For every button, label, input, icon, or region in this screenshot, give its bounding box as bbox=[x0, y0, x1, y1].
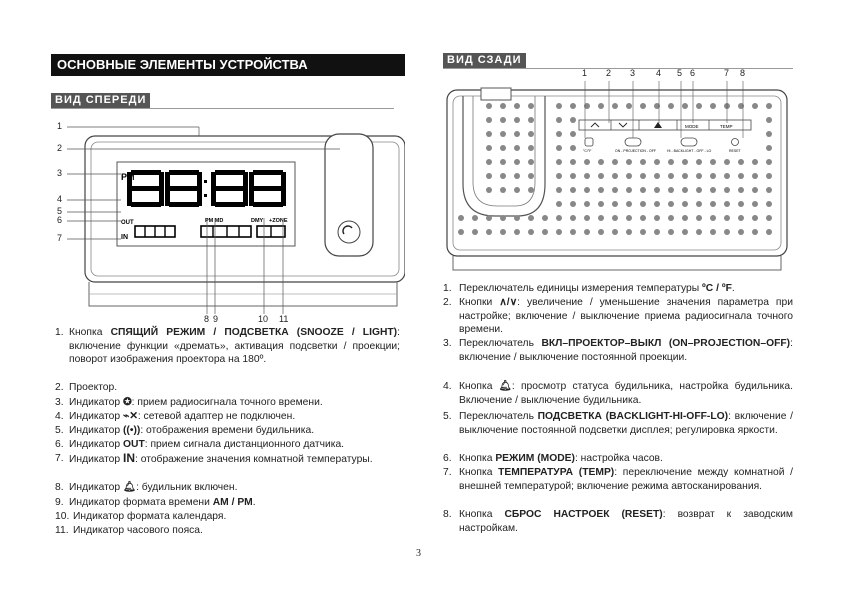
vent-hole bbox=[752, 215, 758, 221]
left-item-9: 9. Индикатор формата времени AM / PM. bbox=[55, 497, 256, 508]
vent-hole bbox=[570, 215, 576, 221]
vent-hole bbox=[710, 103, 716, 109]
vent-hole bbox=[654, 187, 660, 193]
vent-hole bbox=[696, 201, 702, 207]
vent-hole bbox=[640, 201, 646, 207]
right-item-1: 1. Переключатель единицы измерения температуры ºC / ºF. bbox=[443, 283, 735, 294]
left-item-5: 5. Индикатор ((•)): отображения времени будильника. bbox=[55, 425, 315, 436]
vent-hole bbox=[696, 103, 702, 109]
front-view-title: ВИД СПЕРЕДИ bbox=[51, 93, 150, 108]
vent-hole bbox=[598, 173, 604, 179]
callout-10: 10 bbox=[258, 314, 269, 324]
vent-hole bbox=[570, 103, 576, 109]
lcd-pmmd-label: PM MD bbox=[205, 218, 224, 224]
vent-hole bbox=[500, 145, 506, 151]
vent-hole bbox=[654, 215, 660, 221]
vent-hole bbox=[486, 229, 492, 235]
vent-hole bbox=[766, 229, 772, 235]
back-view-title: ВИД СЗАДИ bbox=[443, 53, 526, 68]
vent-hole bbox=[640, 159, 646, 165]
vent-hole bbox=[556, 131, 562, 137]
vent-hole bbox=[752, 229, 758, 235]
left-item-3: 3. Индикатор ✪: прием радиосигнала точного времени. bbox=[55, 397, 323, 408]
right-item-6: 6. Кнопка РЕЖИМ (MODE): настройка часов. bbox=[443, 453, 663, 464]
vent-hole bbox=[668, 215, 674, 221]
callout-2: 2 bbox=[57, 143, 63, 153]
vent-hole bbox=[752, 173, 758, 179]
panel-temp-label: TEMP bbox=[720, 124, 733, 129]
vent-hole bbox=[738, 187, 744, 193]
vent-hole bbox=[612, 173, 618, 179]
vent-hole bbox=[486, 159, 492, 165]
vent-hole bbox=[640, 215, 646, 221]
vent-hole bbox=[710, 159, 716, 165]
back-callout-2: 2 bbox=[606, 68, 612, 78]
vent-hole bbox=[654, 159, 660, 165]
callout-5: 5 bbox=[57, 206, 63, 216]
vent-hole bbox=[528, 145, 534, 151]
vent-hole bbox=[528, 159, 534, 165]
vent-hole bbox=[696, 159, 702, 165]
vent-hole bbox=[598, 159, 604, 165]
vent-hole bbox=[598, 215, 604, 221]
vent-hole bbox=[738, 229, 744, 235]
vent-hole bbox=[570, 201, 576, 207]
vent-hole bbox=[570, 117, 576, 123]
vent-hole bbox=[640, 187, 646, 193]
left-item-7: 7. Индикатор IN: отображение значения комнатной температуры. bbox=[55, 451, 373, 465]
vent-hole bbox=[738, 201, 744, 207]
vent-hole bbox=[612, 159, 618, 165]
vent-hole bbox=[724, 229, 730, 235]
front-device-illustration bbox=[55, 118, 405, 318]
vent-hole bbox=[766, 201, 772, 207]
alarm-bell-icon: 🔔︎ bbox=[498, 381, 512, 392]
vent-hole bbox=[458, 215, 464, 221]
vent-hole bbox=[766, 187, 772, 193]
vent-hole bbox=[766, 131, 772, 137]
vent-hole bbox=[682, 103, 688, 109]
vent-hole bbox=[682, 215, 688, 221]
vent-hole bbox=[500, 117, 506, 123]
vent-hole bbox=[626, 103, 632, 109]
right-item-7: 7. Кнопка ТЕМПЕРАТУРА (TEMP): переключение между комнатной / внешней температурой; включение режима автосканирования. bbox=[443, 467, 794, 492]
alarm-time-icon: ((•)) bbox=[123, 425, 141, 436]
page-number: 3 bbox=[416, 548, 421, 559]
vent-hole bbox=[752, 201, 758, 207]
vent-hole bbox=[528, 215, 534, 221]
vent-hole bbox=[584, 229, 590, 235]
vent-hole bbox=[724, 201, 730, 207]
vent-hole bbox=[598, 103, 604, 109]
vent-hole bbox=[556, 229, 562, 235]
vent-hole bbox=[612, 103, 618, 109]
back-callout-3: 3 bbox=[630, 68, 636, 78]
vent-hole bbox=[556, 201, 562, 207]
back-callout-4: 4 bbox=[656, 68, 662, 78]
vent-hole bbox=[654, 229, 660, 235]
vent-hole bbox=[668, 159, 674, 165]
vent-hole bbox=[668, 187, 674, 193]
back-device-svg bbox=[445, 66, 795, 276]
panel-backlight-label: HI - BACKLIGHT - OFF - LO bbox=[667, 149, 712, 153]
vent-hole bbox=[500, 103, 506, 109]
vent-hole bbox=[626, 229, 632, 235]
right-item-5: 5. Переключатель ПОДСВЕТКА (BACKLIGHT-HI-OFF-LO): включение / выключение постоянной подсветки дисплея; регулировка яркости. bbox=[443, 411, 793, 436]
back-callout-7: 7 bbox=[724, 68, 730, 78]
vent-hole bbox=[570, 159, 576, 165]
vent-hole bbox=[710, 187, 716, 193]
back-callout-1: 1 bbox=[582, 68, 588, 78]
vent-hole bbox=[724, 173, 730, 179]
vent-hole bbox=[668, 201, 674, 207]
vent-hole bbox=[626, 173, 632, 179]
vent-hole bbox=[486, 215, 492, 221]
vent-hole bbox=[486, 117, 492, 123]
vent-hole bbox=[500, 215, 506, 221]
vent-hole bbox=[710, 229, 716, 235]
vent-hole bbox=[514, 229, 520, 235]
panel-projection-label: ON - PROJECTION - OFF bbox=[615, 149, 657, 153]
vent-hole bbox=[486, 173, 492, 179]
vent-hole bbox=[500, 229, 506, 235]
vent-hole bbox=[766, 145, 772, 151]
vent-hole bbox=[696, 229, 702, 235]
back-callout-6: 6 bbox=[690, 68, 696, 78]
indoor-temp-icon: IN bbox=[123, 451, 135, 465]
left-item-6: 6. Индикатор OUT: прием сигнала дистанционного датчика. bbox=[55, 439, 345, 450]
lcd-dmy-label: DMY bbox=[251, 218, 264, 224]
vent-hole bbox=[528, 229, 534, 235]
back-callout-8: 8 bbox=[740, 68, 746, 78]
vent-hole bbox=[486, 187, 492, 193]
callout-11: 11 bbox=[279, 314, 289, 324]
lcd-out-label: OUT bbox=[121, 220, 134, 226]
vent-hole bbox=[724, 159, 730, 165]
vent-hole bbox=[640, 173, 646, 179]
vent-hole bbox=[766, 117, 772, 123]
vent-hole bbox=[626, 215, 632, 221]
vent-hole bbox=[486, 131, 492, 137]
vent-hole bbox=[654, 173, 660, 179]
vent-hole bbox=[570, 173, 576, 179]
panel-reset-label: RESET bbox=[729, 149, 741, 153]
vent-hole bbox=[598, 187, 604, 193]
vent-hole bbox=[724, 215, 730, 221]
vent-hole bbox=[696, 173, 702, 179]
bell-icon: 🔔︎ bbox=[123, 482, 137, 493]
panel-cf-label: °C/°F bbox=[583, 149, 592, 153]
vent-hole bbox=[528, 103, 534, 109]
vent-hole bbox=[668, 103, 674, 109]
vent-hole bbox=[640, 229, 646, 235]
vent-hole bbox=[766, 103, 772, 109]
vent-hole bbox=[514, 145, 520, 151]
callout-8: 8 bbox=[204, 314, 210, 324]
left-item-11: 11. Индикатор часового пояса. bbox=[55, 525, 203, 536]
vent-hole bbox=[556, 117, 562, 123]
right-item-2: 2. Кнопки ∧/∨: увеличение / уменьшение значения параметра при настройке; включение / выключение приема радиосигнала точного времени. bbox=[443, 297, 793, 336]
callout-4: 4 bbox=[57, 194, 63, 204]
vent-hole bbox=[626, 187, 632, 193]
vent-hole bbox=[500, 173, 506, 179]
vent-hole bbox=[598, 201, 604, 207]
vent-hole bbox=[710, 173, 716, 179]
vent-hole bbox=[612, 215, 618, 221]
left-item-10: 10. Индикатор формата календаря. bbox=[55, 511, 227, 522]
right-item-4: 4. Кнопка 🔔︎: просмотр статуса будильника, настройка будильника. Включение / выключение будильника. bbox=[443, 381, 794, 406]
vent-hole bbox=[542, 229, 548, 235]
vent-hole bbox=[766, 159, 772, 165]
vent-hole bbox=[682, 159, 688, 165]
vent-hole bbox=[556, 187, 562, 193]
vent-hole bbox=[752, 159, 758, 165]
vent-hole bbox=[682, 173, 688, 179]
right-item-8: 8. Кнопка СБРОС НАСТРОЕК (RESET): возврат к заводским настройкам. bbox=[443, 509, 793, 534]
left-item-8: 8. Индикатор 🔔︎: будильник включен. bbox=[55, 482, 238, 493]
vent-hole bbox=[528, 173, 534, 179]
vent-hole bbox=[556, 159, 562, 165]
radio-signal-icon: ✪ bbox=[123, 397, 132, 408]
vent-hole bbox=[654, 201, 660, 207]
vent-hole bbox=[570, 131, 576, 137]
vent-hole bbox=[486, 145, 492, 151]
vent-hole bbox=[514, 103, 520, 109]
section-title: ОСНОВНЫЕ ЭЛЕМЕНТЫ УСТРОЙСТВА bbox=[51, 54, 405, 76]
vent-hole bbox=[612, 229, 618, 235]
vent-hole bbox=[500, 187, 506, 193]
vent-hole bbox=[598, 229, 604, 235]
vent-hole bbox=[612, 201, 618, 207]
front-device-svg bbox=[55, 118, 405, 318]
vent-hole bbox=[752, 187, 758, 193]
vent-hole bbox=[668, 173, 674, 179]
vent-hole bbox=[500, 159, 506, 165]
vent-hole bbox=[626, 159, 632, 165]
vent-hole bbox=[668, 229, 674, 235]
adapter-disconnected-icon: ⌁✕ bbox=[123, 411, 138, 422]
back-callout-5: 5 bbox=[677, 68, 683, 78]
vent-hole bbox=[584, 159, 590, 165]
callout-3: 3 bbox=[57, 168, 63, 178]
remote-sensor-icon: OUT bbox=[123, 439, 145, 450]
vent-hole bbox=[570, 187, 576, 193]
vent-hole bbox=[710, 215, 716, 221]
projector bbox=[325, 134, 373, 256]
vent-hole bbox=[556, 173, 562, 179]
vent-hole bbox=[682, 187, 688, 193]
vent-hole bbox=[528, 131, 534, 137]
vent-hole bbox=[682, 201, 688, 207]
vent-hole bbox=[514, 131, 520, 137]
back-device-illustration bbox=[445, 66, 795, 276]
vent-hole bbox=[738, 159, 744, 165]
vent-hole bbox=[584, 201, 590, 207]
vent-hole bbox=[766, 173, 772, 179]
vent-hole bbox=[584, 173, 590, 179]
vent-hole bbox=[556, 103, 562, 109]
left-item-4: 4. Индикатор ⌁✕: сетевой адаптер не подключен. bbox=[55, 411, 296, 422]
vent-hole bbox=[514, 187, 520, 193]
vent-hole bbox=[514, 159, 520, 165]
vent-hole bbox=[500, 131, 506, 137]
callout-1: 1 bbox=[57, 121, 63, 131]
vent-hole bbox=[556, 145, 562, 151]
vent-hole bbox=[514, 215, 520, 221]
vent-hole bbox=[556, 215, 562, 221]
vent-hole bbox=[472, 229, 478, 235]
left-item-1: 1. Кнопка СПЯЩИЙ РЕЖИМ / ПОДСВЕТКА (SNOOZE / LIGHT): включение функции «дремать», активация подсветки / проекции; поворот изображения проектора на 180º. bbox=[55, 327, 400, 366]
lcd-zone-label: +ZONE bbox=[269, 218, 288, 224]
lcd-pm-label: PM bbox=[121, 172, 135, 182]
vent-hole bbox=[612, 187, 618, 193]
vent-hole bbox=[752, 103, 758, 109]
vent-hole bbox=[710, 201, 716, 207]
vent-hole bbox=[528, 187, 534, 193]
vent-hole bbox=[682, 229, 688, 235]
vent-hole bbox=[486, 103, 492, 109]
vent-hole bbox=[528, 117, 534, 123]
vent-hole bbox=[584, 215, 590, 221]
vent-hole bbox=[472, 215, 478, 221]
vent-hole bbox=[514, 173, 520, 179]
vent-hole bbox=[738, 173, 744, 179]
vent-hole bbox=[570, 145, 576, 151]
up-down-icon: ∧/∨ bbox=[499, 297, 518, 308]
lcd-in-label: IN bbox=[121, 234, 128, 241]
vent-hole bbox=[696, 187, 702, 193]
vent-hole bbox=[696, 215, 702, 221]
vent-hole bbox=[542, 215, 548, 221]
vent-hole bbox=[766, 215, 772, 221]
right-item-3: 3. Переключатель ВКЛ–ПРОЕКТОР–ВЫКЛ (ON–PROJECTION–OFF): включение / выключение постоянной проекции. bbox=[443, 338, 793, 363]
vent-hole bbox=[584, 187, 590, 193]
callout-6: 6 bbox=[57, 215, 63, 225]
callout-7: 7 bbox=[57, 233, 63, 243]
vent-hole bbox=[514, 117, 520, 123]
panel-mode-label: MODE bbox=[685, 124, 699, 129]
vent-hole bbox=[458, 229, 464, 235]
callout-9: 9 bbox=[213, 314, 219, 324]
vent-hole bbox=[640, 103, 646, 109]
vent-hole bbox=[626, 201, 632, 207]
vent-hole bbox=[570, 229, 576, 235]
vent-hole bbox=[738, 215, 744, 221]
vent-hole bbox=[724, 187, 730, 193]
left-item-2: 2. Проектор. bbox=[55, 382, 118, 393]
